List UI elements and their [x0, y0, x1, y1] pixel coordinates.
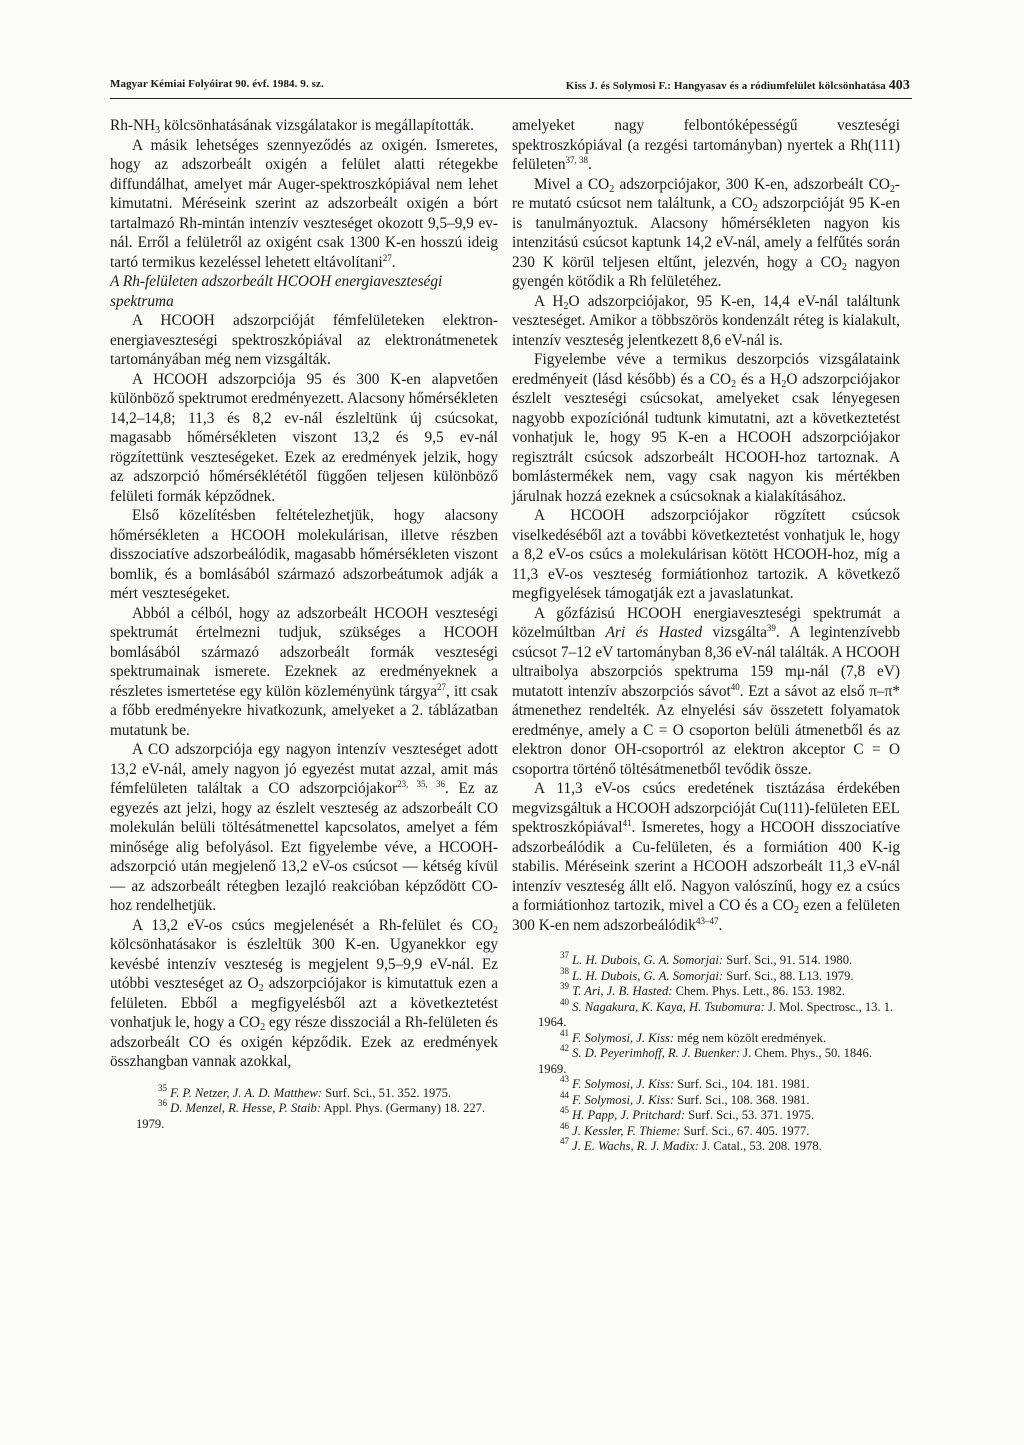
footnote: $^{40}$ S. Nagakura, K. Kaya, H. Tsubomura: J. Mol. Spectrosc., 13. 1. 1964.: [538, 996, 894, 1029]
footnote: $^{38}$ L. H. Dubois, G. A. Somorjai: Surf. Sci., 88. L13. 1979.: [560, 965, 854, 983]
paragraph: Figyelembe véve a termikus deszorpciós vizsgálataink eredményeit (lásd később) és a $CO_2$ és a $H_2O$ adszorpciójakor észlelt veszteségi csúcsokat, amelyeket csak lényegesen nagyobb expozíciónál tudtunk kimutatni, azt a következtetést vonhatjuk le, hogy 95 K-en a HCOOH adszorpciójakor regisztrált csúcsok adszorbeált HCOOH-hoz tartoznak. A bomlástermékek nem, vagy csak nagyon kis mértékben járulnak hozzá ezeknek a csúcsoknak a kialakításához.: [512, 351, 900, 505]
paragraph: A gőzfázisú HCOOH energiaveszteségi spektrumát a közelmúltban Ari és Hasted vizsgálta$^{39}$. A legintenzívebb csúcsot 7–12 eV tartományban 8,36 eV-nál találták. A HCOOH ultraibolya abszorpciós spektruma 159 mμ-nál (7,8 eV) mutatott intenzív abszorpciós sávot$^{40}$. Ezt a sávot az első π–π* átmenethez rendelték. Az elnyelési sáv összetett folyamatok eredménye, amely a C = O csoporton belüli átmenetből és az elektron donor OH-csoportról az elektron akceptor C = O csoportra történő töltésátmenetből tevődik össze.: [512, 604, 901, 778]
paragraph: A 13,2 eV-os csúcs megjelenését a Rh-felület és $CO_2$ kölcsönhatásakor is észleltük 300 K-en. Ugyanekkor egy kevésbé intenzív veszteség is megjelent 9,5–9,9 eV-nál. Ez utóbbi veszteséget az $O_2$ adszorpciójakor is kimutattuk ezen a felületen. Ebből a megfigyelésből azt a következtetést vonhatjuk le, hogy a $CO_2$ egy része disszociál a Rh-felületen és adszorbeált CO és oxigén képződik. Ezek az eredmények összhangban vannak azokkal,: [110, 916, 499, 1070]
paragraph: Abból a célból, hogy az adszorbeált HCOOH veszteségi spektrumát értelmezni tudjuk, szükséges a HCOOH bomlásából származó adszorbeált formák veszteségi spektrumainak ismerete. Ezeknek az eredményeknek a részletes ismertetése egy külön közleményünk tárgya$^{27}$, itt csak a főbb eredményekre hivatkozunk, amelyeket a 2. táblázatban mutatunk be.: [110, 604, 498, 739]
footnote: $^{43}$ F. Solymosi, J. Kiss: Surf. Sci., 104. 181. 1981.: [560, 1074, 810, 1091]
footnote: $^{37}$ L. H. Dubois, G. A. Somorjai: Surf. Sci., 91. 514. 1980.: [560, 950, 853, 967]
right-column: [512, 116, 900, 1155]
journal-citation: Magyar Kémiai Folyóirat 90. évf. 1984. 9. sz.: [110, 78, 324, 90]
header-rule: [110, 98, 912, 99]
footnote: $^{35}$ F. P. Netzer, J. A. D. Matthew: Surf. Sci., 51. 352. 1975.: [158, 1082, 452, 1100]
footnote: $^{36}$ D. Menzel, R. Hesse, P. Staib: Appl. Phys. (Germany) 18. 227. 1979.: [136, 1098, 486, 1131]
footnote: $^{41}$ F. Solymosi, J. Kiss: még nem közölt eredmények.: [560, 1027, 827, 1045]
left-column: [110, 116, 498, 1132]
paragraph: $Rh-NH_3$ kölcsönhatásának vizsgálatakor is megállapították.: [110, 117, 474, 136]
footnote: $^{45}$ H. Papp, J. Pritchard: Surf. Sci., 53. 371. 1975.: [560, 1105, 815, 1122]
paragraph: A másik lehetséges szennyeződés az oxigén. Ismeretes, hogy az adszorbeált oxigén a felület alatti rétegekbe diffundálhat, amelyet már Auger-spektroszkópiával nem lehet kimutatni. Méréseink szerint az adszorbeált oxigén a bórt tartalmazó Rh-mintán intenzív veszteséget okozott 9,5–9,9 ev-nál. Erről a felületről az oxigént csak 1300 K-en hosszú ideig tartó termikus kezeléssel lehetett eltávolítani$^{27}$.: [110, 136, 498, 271]
paragraph: Első közelítésben feltételezhetjük, hogy alacsony hőmérsékleten a HCOOH molekulárisan, illetve részben disszociatíve adszorbeálódik, magasabb hőmérsékleten viszont bomlik, és a bomlásából származó adszorbeátumok adják a mért veszteségeket.: [110, 507, 498, 602]
paragraph: A 11,3 eV-os csúcs eredetének tisztázása érdekében megvizsgáltuk a HCOOH adszorpcióját Cu(111)-felületen EEL spektroszkópiával$^{41}$. Ismeretes, hogy a HCOOH disszociatíve adszorbeálódik a Cu-felületen, és a formiátion 400 K-ig stabilis. Méréseink szerint a HCOOH adszorbeált 11,3 eV-nál intenzív veszteség állt elő. Nagyon valószínű, hogy ez a csúcs a formiátionhoz tartozik, mivel a CO és a $CO_2$ ezen a felületen 300 K-en nem adszorbeálódik$^{43-47}$.: [512, 780, 900, 934]
running-header: [110, 78, 910, 96]
paragraph: amelyeket nagy felbontóképességű veszteségi spektroszkópiával (a rezgési tartományban) nyertek a Rh(111) felületen$^{37, 38}$.: [512, 117, 900, 173]
paragraph: A HCOOH adszorpcióját fémfelületeken elektron-energiaveszteségi spektroszkópiával az elektronátmenetek tartományában még nem vizsgálták.: [110, 312, 498, 368]
page-number: 403: [888, 78, 910, 93]
paragraph: Mivel a $CO_2$ adszorpciójakor, 300 K-en, adszorbeált $CO_2-re$ mutató csúcsot nem találtunk, a $CO_2$ adszorpcióját 95 K-en is tanulmányoztuk. Alacsony hőmérsékleten nagyon kis intenzitású csúcsot kaptunk 14,2 eV-nál, amely a felfűtés során 230 K körül teljesen eltűnt, jelezvén, hogy a $CO_2$ nagyon gyengén kötődik a Rh felületéhez.: [512, 175, 901, 290]
footnote: $^{39}$ T. Ari, J. B. Hasted: Chem. Phys. Lett., 86. 153. 1982.: [560, 981, 845, 998]
paragraph: A CO adszorpciója egy nagyon intenzív veszteséget adott 13,2 eV-nál, amely nagyon jó egyezést mutat azzal, amit más fémfelületen találtak a CO adszorpciójakor$^{23, 35, 36}$. Ez az egyezés azt jelzi, hogy az észlelt veszteség az adszorbeált CO molekulán belüli töltésátmenettel kapcsolatos, amelyet a fém minősége alig befolyásol. Ezt figyelembe véve, a HCOOH-adszorpció után megjelenő 13,2 eV-os csúcsot — kétség kívül — az adszorbeált rétegben lezajló reakcióban képződött CO-hoz rendelhetjük.: [110, 741, 499, 914]
paragraph: A $H_2O$ adszorpciójakor, 95 K-en, 14,4 eV-nál találtunk veszteséget. Amikor a többszörös kondenzált réteg is kialakult, intenzív veszteség jelentkezett 8,6 eV-nál is.: [512, 292, 900, 349]
article-running-title: Kiss J. és Solymosi F.: Hangyasav és a ródiumfelület kölcsönhatása 403: [565, 78, 910, 93]
paragraph: A HCOOH adszorpciója 95 és 300 K-en alapvetően különböző spektrumot eredményezett. Alacsony hőmérsékleten 14,2–14,8; 11,3 és 8,2 ev-nál észleltünk új csúcsokat, magasabb hőmérsékleten viszont 13,2 és 9,5 ev-nál rögzítettünk veszteségeket. Ezek az eredmények jelzik, hogy az adszorpció hőmérséklététől függően teljesen különböző felületi formák képződnek.: [110, 370, 498, 505]
footnote: $^{46}$ J. Kessler, F. Thieme: Surf. Sci., 67. 405. 1977.: [560, 1120, 810, 1138]
footnote: $^{44}$ F. Solymosi, J. Kiss: Surf. Sci., 108. 368. 1981.: [560, 1089, 810, 1107]
section-title: A Rh-felületen adszorbeált HCOOH energiaveszteségi spektruma: [110, 273, 443, 310]
footnote: $^{42}$ S. D. Peyerimhoff, R. J. Buenker: J. Chem. Phys., 50. 1846. 1969.: [538, 1043, 872, 1076]
footnote: $^{47}$ J. E. Wachs, R. J. Madix: J. Catal., 53. 208. 1978.: [560, 1136, 822, 1153]
paragraph: A HCOOH adszorpciójakor rögzített csúcsok viselkedéséből azt a további következtetést vonhatjuk le, hogy a 8,2 eV-os csúcs a molekulárisan kötött HCOOH-hoz, míg a 11,3 eV-os veszteség formiátionhoz tartozik. A következő megfigyelések támogatják ezt a javaslatunkat.: [512, 507, 900, 602]
